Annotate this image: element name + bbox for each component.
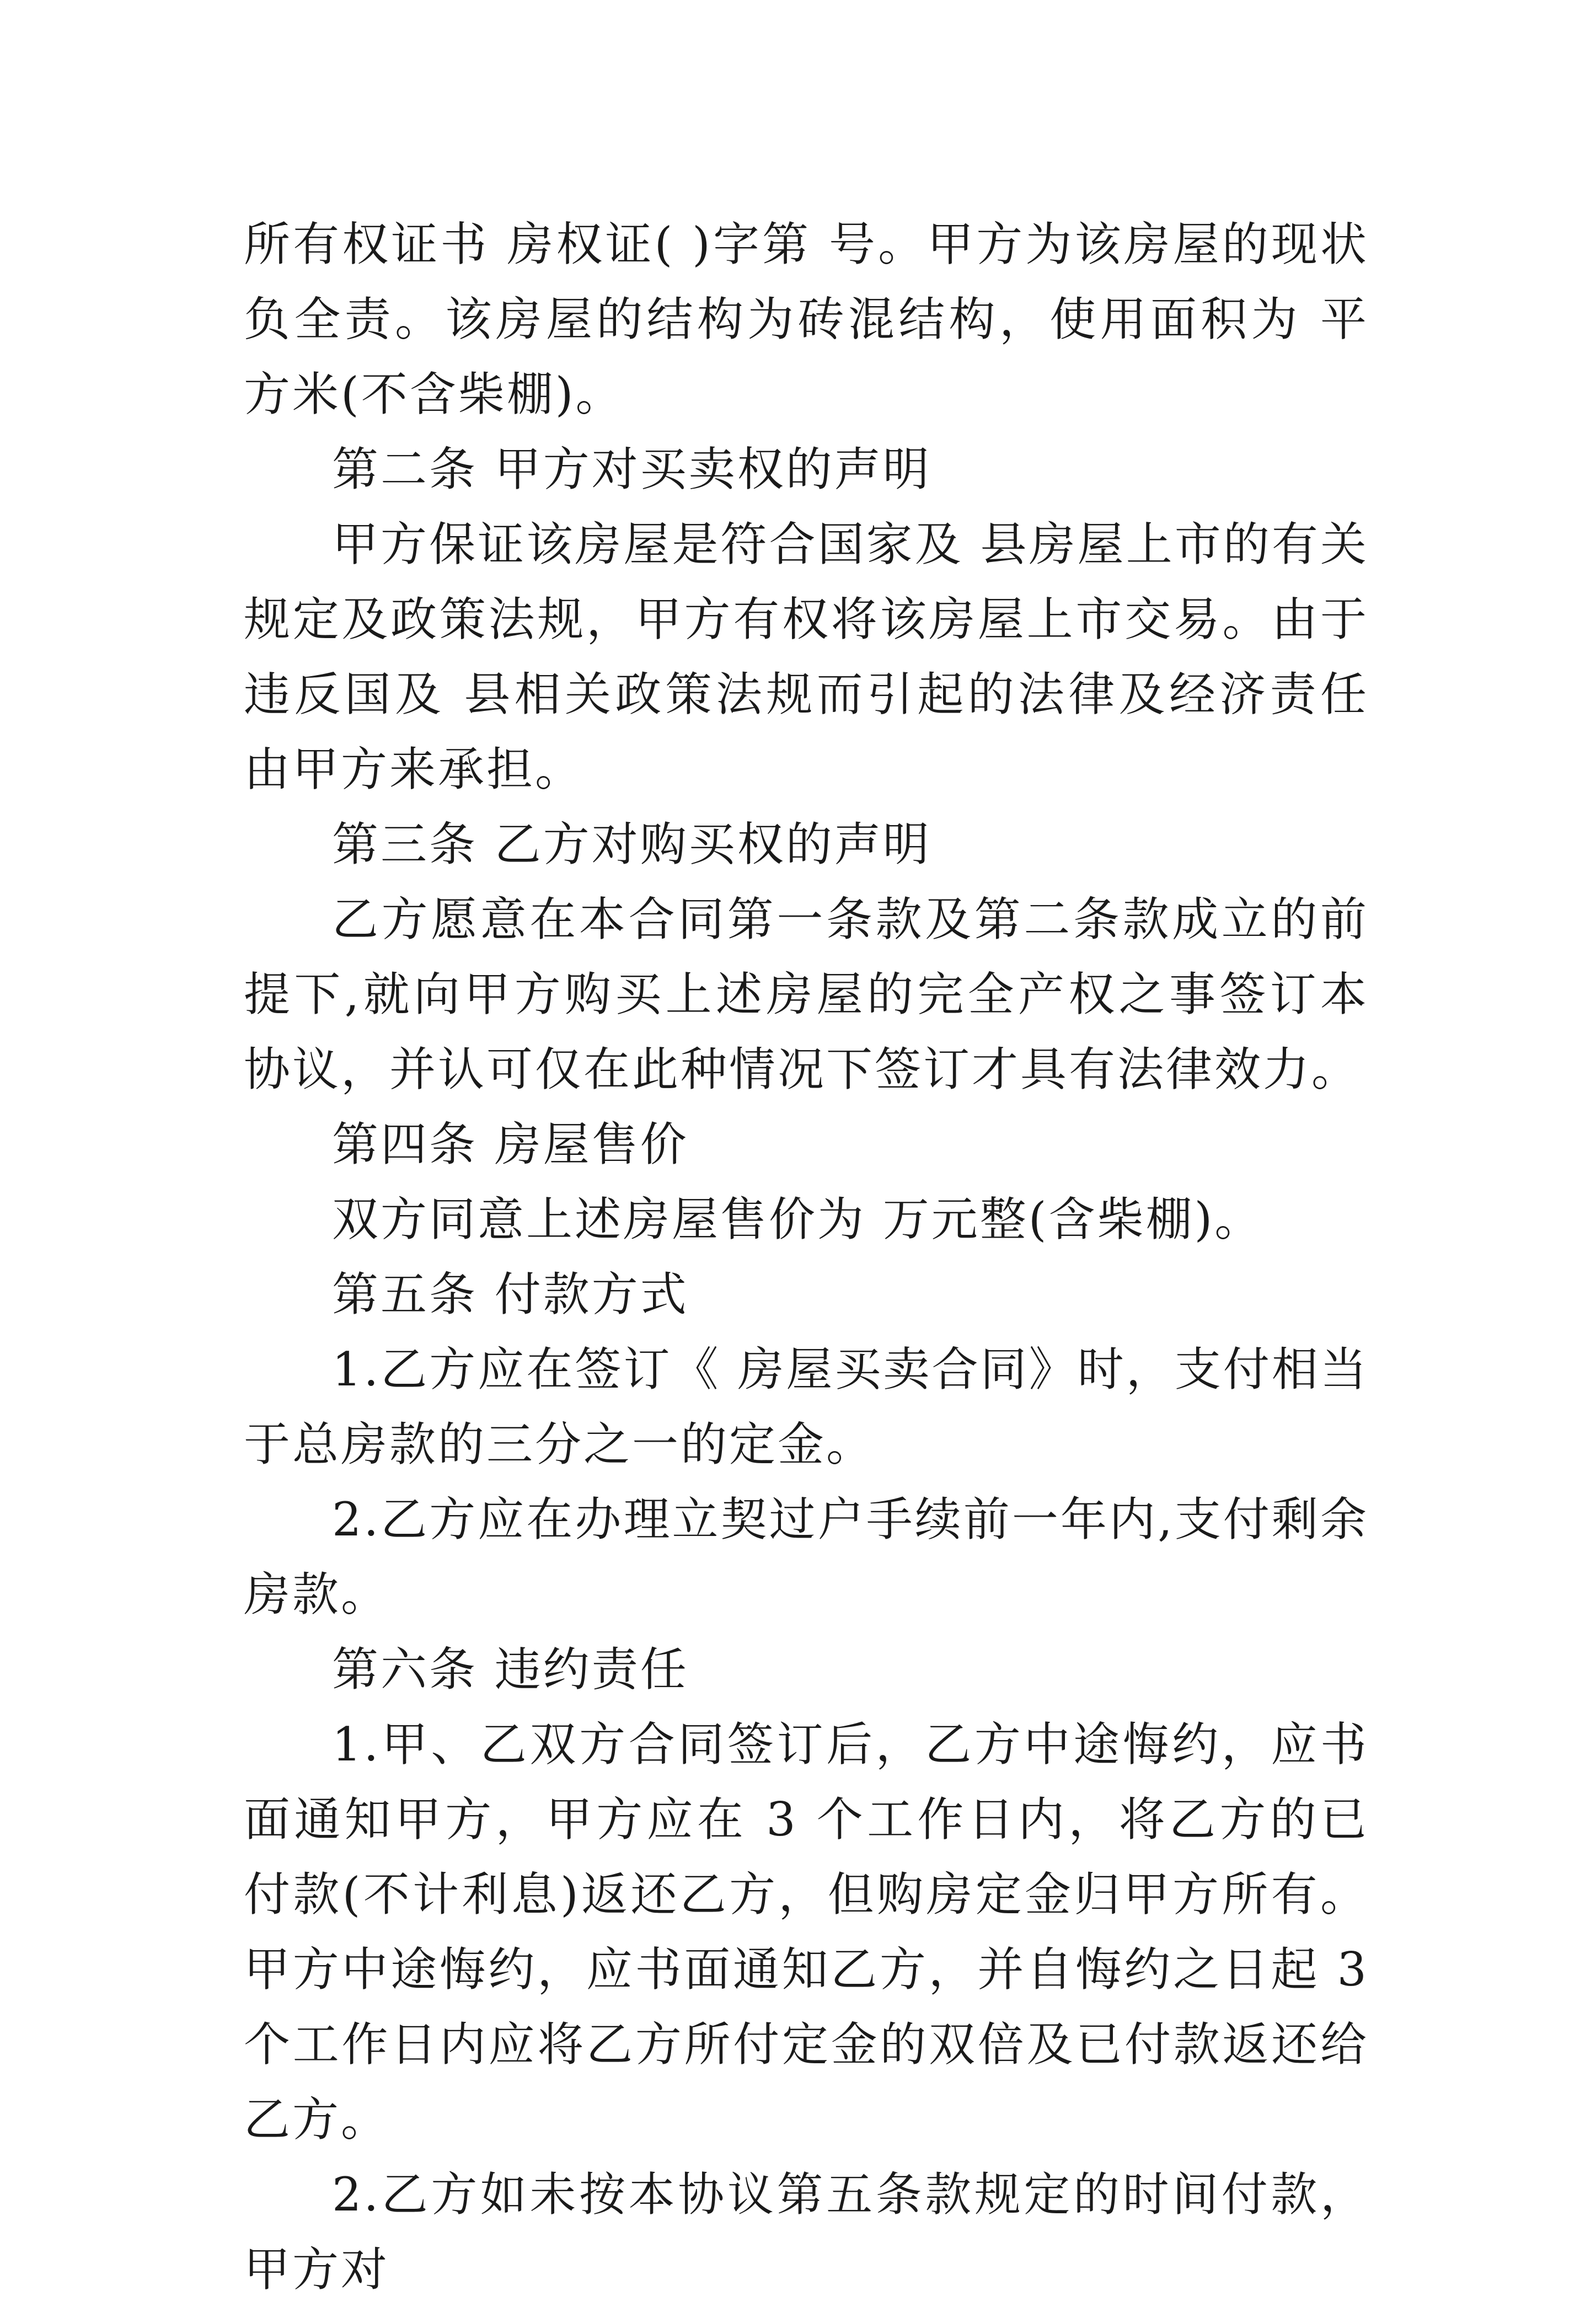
article-5-item-1: 1.乙方应在签订《 房屋买卖合同》时，支付相当于总房款的三分之一的定金。 <box>244 1342 1369 1471</box>
article-4-paragraph: 双方同意上述房屋售价为 万元整(含柴棚)。 <box>332 1192 1263 1246</box>
article-5-item-2: 2.乙方应在办理立契过户手续前一年内,支付剩余房款。 <box>244 1492 1369 1621</box>
article-6-heading: 第六条 违约责任 <box>332 1642 689 1696</box>
article-4-heading: 第四条 房屋售价 <box>332 1117 689 1171</box>
paragraph-continued: 所有权证书 房权证( )字第 号。甲方为该房屋的现状负全责。该房屋的结构为砖混结构，使用面积为 平方米(不含柴棚)。 <box>244 217 1369 421</box>
article-3-paragraph: 乙方愿意在本合同第一条款及第二条款成立的前提下,就向甲方购买上述房屋的完全产权之事签订本协议，并认可仅在此种情况下签订才具有法律效力。 <box>244 892 1369 1096</box>
article-2-heading: 第二条 甲方对买卖权的声明 <box>332 442 931 496</box>
article-6-item-2: 2.乙方如未按本协议第五条款规定的时间付款，甲方对 <box>244 2167 1369 2297</box>
article-3-heading: 第三条 乙方对购买权的声明 <box>332 817 931 871</box>
article-2-paragraph: 甲方保证该房屋是符合国家及 县房屋上市的有关规定及政策法规，甲方有权将该房屋上市交易。由于违反国及 县相关政策法规而引起的法律及经济责任由甲方来承担。 <box>244 517 1369 796</box>
document-body <box>244 207 1369 2307</box>
article-5-heading: 第五条 付款方式 <box>332 1267 689 1321</box>
article-6-item-1: 1.甲、乙双方合同签订后，乙方中途悔约，应书面通知甲方，甲方应在 3 个工作日内，将乙方的已付款(不计利息)返还乙方，但购房定金归甲方所有。甲方中途悔约，应书面通知乙方，并自悔约之日起 3 个工作日内应将乙方所付定金的双倍及已付款返还给乙方。 <box>244 1717 1369 2147</box>
